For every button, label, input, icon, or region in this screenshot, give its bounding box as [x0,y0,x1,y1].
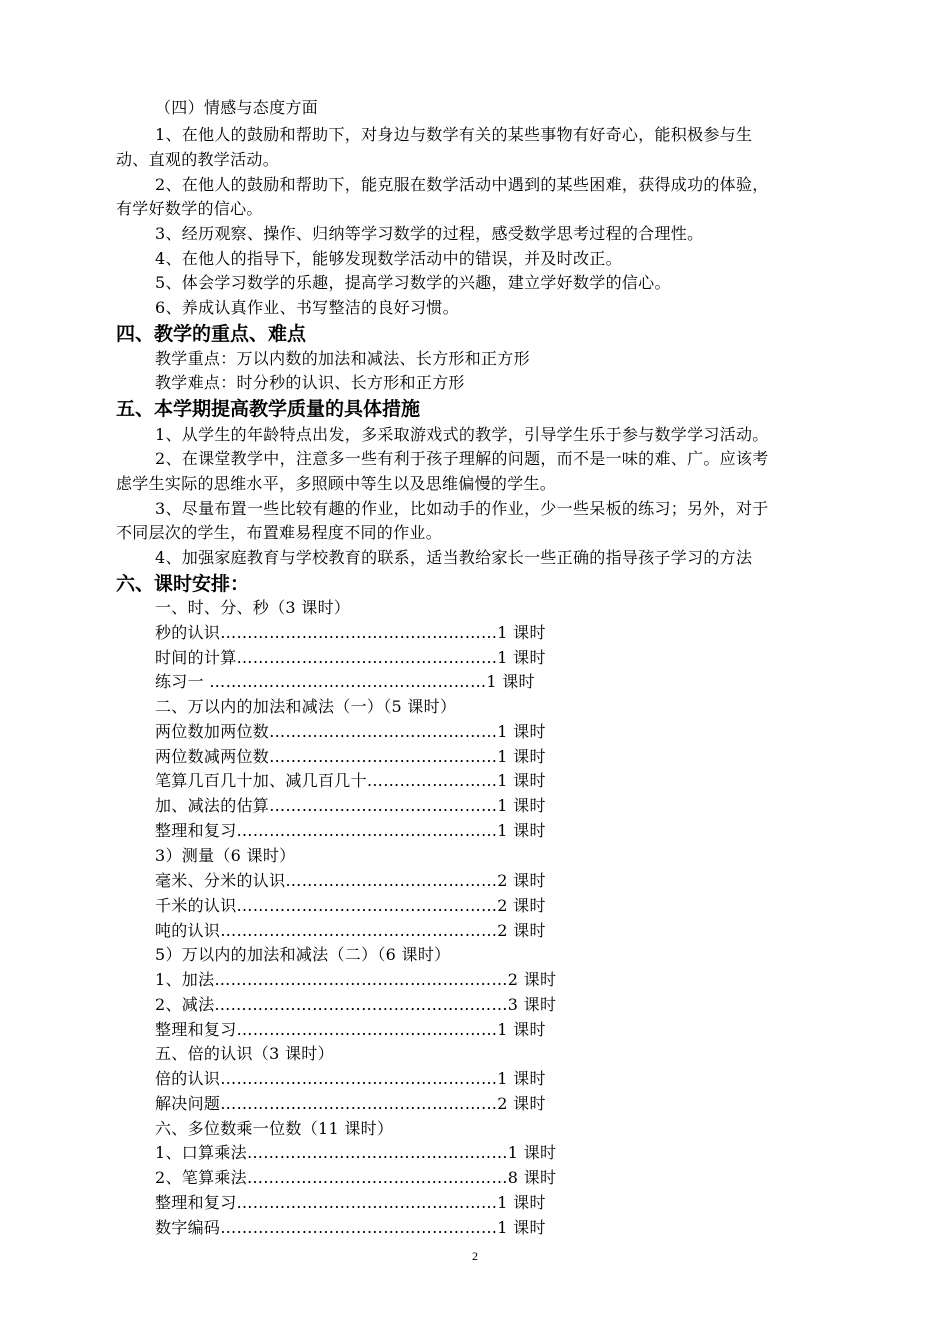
schedule-row: 整理和复习…………………………………………1 课时 [155,1020,546,1039]
schedule-row: 吨的认识……………………………………………2 课时 [155,921,546,940]
schedule-row: 练习一 ……………………………………………1 课时 [155,672,535,691]
schedule-row: 笔算几百几十加、减几百几十……………………1 课时 [155,771,546,790]
difficult-point: 教学难点：时分秒的认识、长方形和正方形 [155,373,465,392]
affect-item-2-line-2: 有学好数学的信心。 [116,199,263,218]
schedule-row: 数字编码……………………………………………1 课时 [155,1218,546,1237]
schedule-row: 2、减法………………………………………………3 课时 [155,995,557,1014]
heading-key-difficult-points: 四、教学的重点、难点 [116,323,307,345]
affect-item-4: 4、在他人的指导下，能够发现数学活动中的错误，并及时改正。 [155,249,622,268]
affect-item-6: 6、养成认真作业、书写整洁的良好习惯。 [155,298,459,317]
affect-item-1-line-1: 1、在他人的鼓励和帮助下，对身边与数学有关的某些事物有好奇心，能积极参与生 [155,125,753,144]
measure-3-line-2: 不同层次的学生，布置难易程度不同的作业。 [116,523,443,542]
schedule-unit-3: 3）测量（6 课时） [155,846,296,865]
measure-2-line-1: 2、在课堂教学中，注意多一些有利于孩子理解的问题，而不是一味的难、广。应该考 [155,449,769,468]
affect-item-3: 3、经历观察、操作、归纳等学习数学的过程，感受数学思考过程的合理性。 [155,224,704,243]
schedule-row: 时间的计算…………………………………………1 课时 [155,648,546,667]
affect-item-1-line-2: 动、直观的教学活动。 [116,150,280,169]
schedule-row: 1、加法………………………………………………2 课时 [155,970,557,989]
affect-item-5: 5、体会学习数学的乐趣，提高学习数学的兴趣，建立学好数学的信心。 [155,273,671,292]
schedule-unit-5: 五、倍的认识（3 课时） [155,1044,334,1063]
schedule-row: 毫米、分米的认识…………………………………2 课时 [155,871,546,890]
schedule-row: 倍的认识……………………………………………1 课时 [155,1069,546,1088]
schedule-unit-2: 二、万以内的加法和减法（一）（5 课时） [155,697,457,716]
schedule-row: 秒的认识……………………………………………1 课时 [155,623,546,642]
measure-4: 4、加强家庭教育与学校教育的联系，适当教给家长一些正确的指导孩子学习的方法 [155,548,753,567]
schedule-row: 整理和复习…………………………………………1 课时 [155,821,546,840]
measure-2-line-2: 虑学生实际的思维水平，多照顾中等生以及思维偏慢的学生。 [116,474,557,493]
heading-measures: 五、本学期提高教学质量的具体措施 [116,398,421,420]
heading-schedule: 六、课时安排： [116,573,250,595]
measure-1: 1、从学生的年龄特点出发，多采取游戏式的教学，引导学生乐于参与数学学习活动。 [155,425,769,444]
schedule-row: 整理和复习…………………………………………1 课时 [155,1193,546,1212]
schedule-row: 两位数减两位数……………………………………1 课时 [155,747,546,766]
schedule-row: 1、口算乘法…………………………………………1 课时 [155,1143,557,1162]
schedule-row: 解决问题……………………………………………2 课时 [155,1094,546,1113]
schedule-unit-4: 5）万以内的加法和减法（二）（6 课时） [155,945,451,964]
schedule-row: 加、减法的估算……………………………………1 课时 [155,796,546,815]
page-number: 2 [472,1249,478,1263]
schedule-row: 2、笔算乘法…………………………………………8 课时 [155,1168,557,1187]
section-affect-title: （四）情感与态度方面 [155,98,319,117]
schedule-row: 两位数加两位数……………………………………1 课时 [155,722,546,741]
measure-3-line-1: 3、尽量布置一些比较有趣的作业，比如动手的作业，少一些呆板的练习；另外，对于 [155,499,769,518]
schedule-row: 千米的认识…………………………………………2 课时 [155,896,546,915]
affect-item-2-line-1: 2、在他人的鼓励和帮助下，能克服在数学活动中遇到的某些困难，获得成功的体验， [155,175,769,194]
key-point: 教学重点：万以内数的加法和减法、长方形和正方形 [155,349,530,368]
schedule-unit-1: 一、时、分、秒（3 课时） [155,598,351,617]
schedule-unit-6: 六、多位数乘一位数（11 课时） [155,1119,394,1138]
